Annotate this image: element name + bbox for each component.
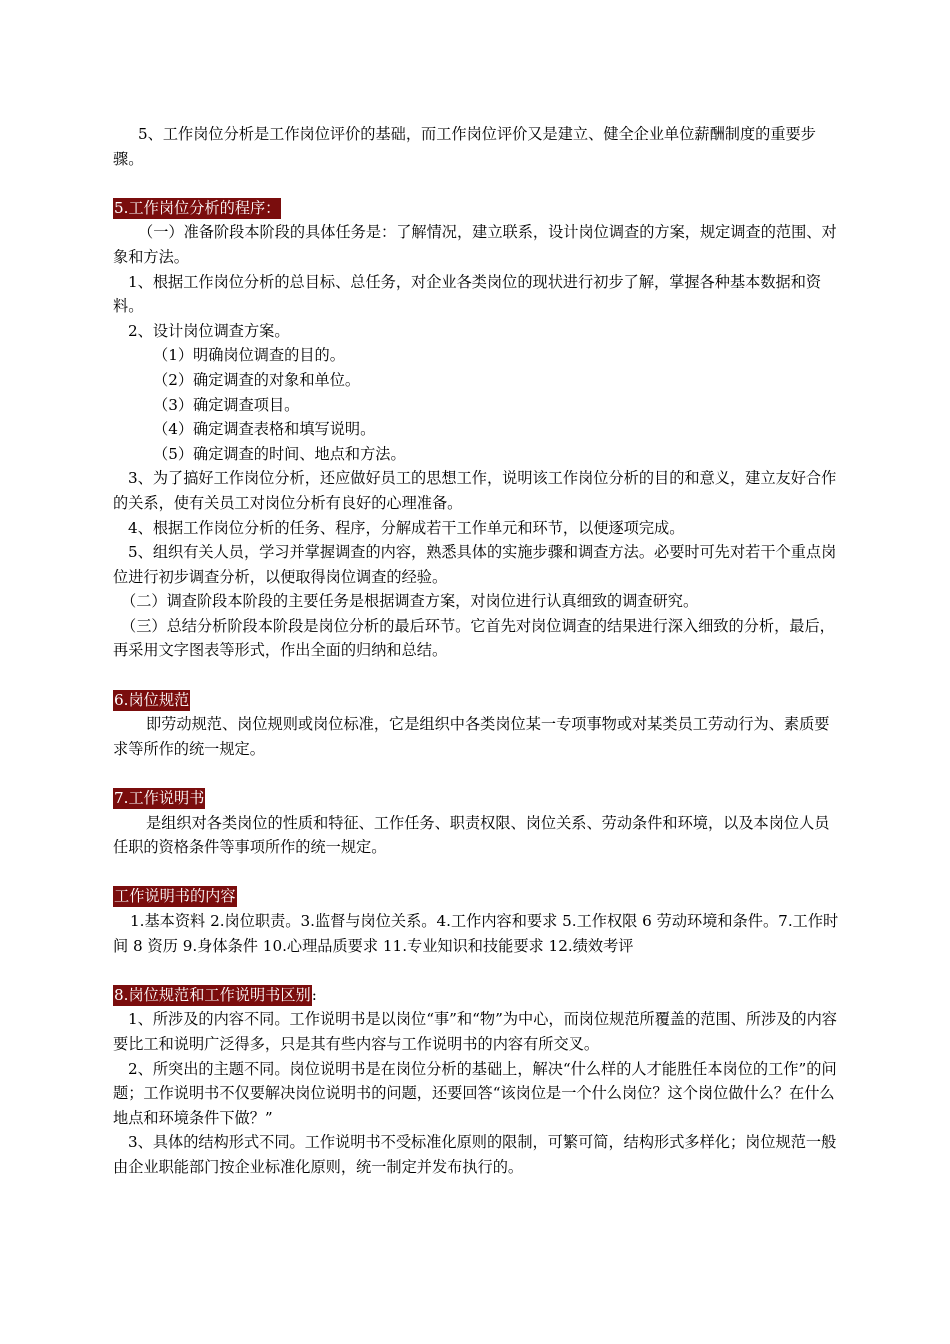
sec5-paragraph-3: 2、设计岗位调查方案。 — [128, 321, 290, 340]
section-7-heading: 7.工作说明书 — [114, 789, 205, 808]
sec6-paragraph-1: 即劳动规范、岗位规则或岗位标准，它是组织中各类岗位某一专项事物或对某类员工劳动行为、素质要求等所作的统一规定。 — [113, 715, 830, 758]
sec5-paragraph-8: （三）总结分析阶段本阶段是岗位分析的最后环节。它首先对岗位调查的结果进行深入细致的分析，最后，再采用文字图表等形式，作出全面的归纳和总结。 — [113, 616, 835, 660]
sec5-paragraph-4: 3、为了搞好工作岗位分析，还应做好员工的思想工作，说明该工作岗位分析的目的和意义，建立友好合作的关系，使有关员工对岗位分析有良好的心理准备。 — [113, 469, 837, 512]
sec5-subitem-1: （1）明确岗位调查的目的。 — [153, 346, 345, 365]
section-8-heading: 8.岗位规范和工作说明书区别 — [114, 985, 311, 1004]
sec5-paragraph-7: （二）调查阶段本阶段的主要任务是根据调查方案，对岗位进行认真细致的调查研究。 — [121, 592, 699, 611]
sec8-paragraph-1: 1、所涉及的内容不同。工作说明书是以岗位“事”和“物”为中心，而岗位规范所覆盖的范围、所涉及的内容要比工和说明广泛得多，只是其有些内容与工作说明书的内容有所交叉。 — [113, 1010, 837, 1053]
sec5-paragraph-6: 5、组织有关人员，学习并掌握调查的内容，熟悉具体的实施步骤和调查方法。必要时可先对若干个重点岗位进行初步调查分析，以便取得岗位调查的经验。 — [113, 543, 837, 586]
intro-paragraph: 5、工作岗位分析是工作岗位评价的基础，而工作岗位评价又是建立、健全企业单位薪酬制度的重要步骤。 — [113, 125, 816, 168]
sec5-paragraph-2: 1、根据工作岗位分析的总目标、总任务，对企业各类岗位的现状进行初步了解，掌握各种基本数据和资料。 — [113, 272, 822, 316]
sec5-paragraph-1: （一）准备阶段本阶段的具体任务是：了解情况，建立联系，设计岗位调查的方案，规定调查的范围、对象和方法。 — [113, 223, 837, 266]
sec7-paragraph-1: 是组织对各类岗位的性质和特征、工作任务、职责权限、岗位关系、劳动条件和环境，以及本岗位人员任职的资格条件等事项所作的统一规定。 — [113, 813, 830, 857]
document-body — [113, 122, 843, 1180]
section-6-heading: 6.岗位规范 — [114, 690, 190, 709]
sec8-paragraph-2: 2、所突出的主题不同。岗位说明书是在岗位分析的基础上，解决“什么样的人才能胜任本岗位的工作”的问题；工作说明书不仅要解决岗位说明书的问题，还要回答“该岗位是一个什么岗位？这个岗位做什么？在什么地点和环境条件下做？” — [113, 1059, 837, 1127]
sec5-subitem-3: （3）确定调查项目。 — [153, 395, 300, 414]
sec5-subitem-4: （4）确定调查表格和填写说明。 — [153, 420, 376, 439]
section-8-heading-suffix: : — [311, 985, 317, 1004]
job-description-contents-heading: 工作说明书的内容 — [114, 887, 236, 906]
job-description-contents-list: 1.基本资料 2.岗位职责。3.监督与岗位关系。4.工作内容和要求 5.工作权限 6 劳动环境和条件。7.工作时间 8 资历 9.身体条件 10.心理品质要求 11.专业知识和技能要求 12.绩效考评 — [113, 912, 839, 955]
sec5-subitem-2: （2）确定调查的对象和单位。 — [153, 370, 361, 389]
sec5-subitem-5: （5）确定调查的时间、地点和方法。 — [153, 444, 406, 463]
sec5-paragraph-5: 4、根据工作岗位分析的任务、程序，分解成若干工作单元和环节，以便逐项完成。 — [128, 518, 685, 537]
section-5-heading: 5.工作岗位分析的程序： — [114, 198, 281, 217]
sec8-paragraph-3: 3、具体的结构形式不同。工作说明书不受标准化原则的限制，可繁可简，结构形式多样化；岗位规范一般由企业职能部门按企业标准化原则，统一制定并发布执行的。 — [113, 1133, 837, 1176]
